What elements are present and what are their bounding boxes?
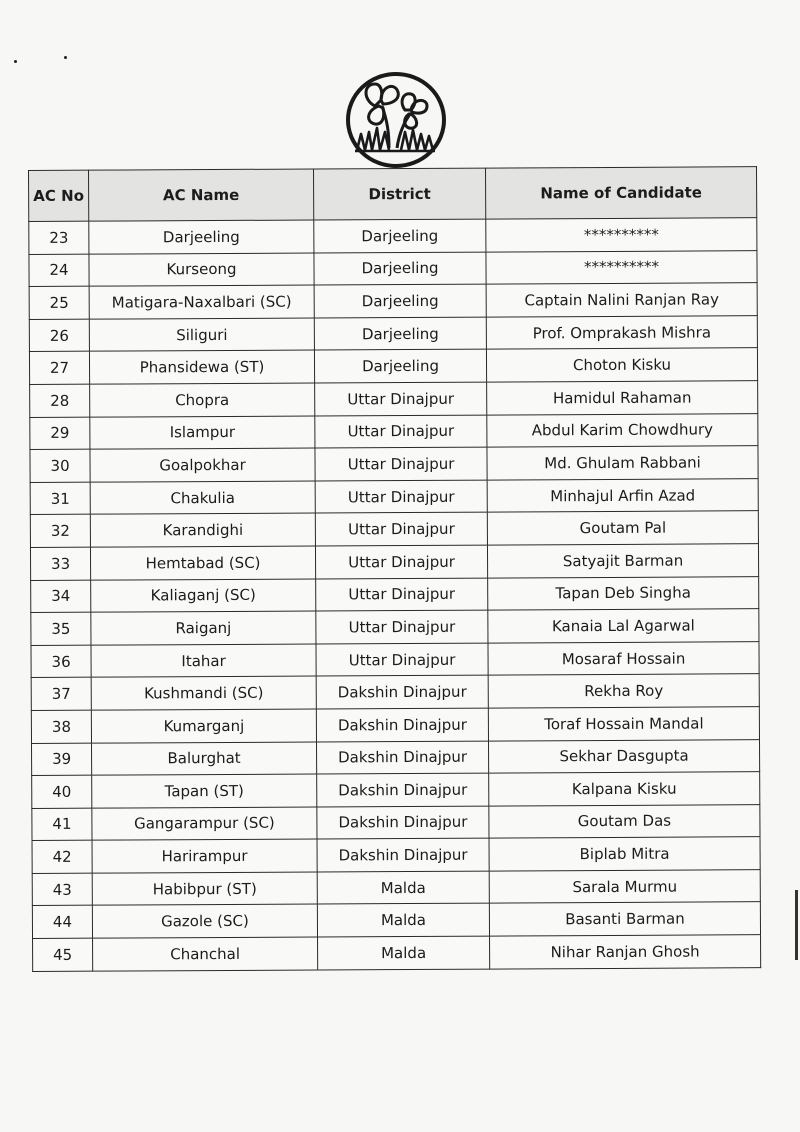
cell-ac-no: 42 bbox=[32, 840, 92, 873]
cell-candidate: Choton Kisku bbox=[486, 348, 757, 382]
cell-ac-name: Kumarganj bbox=[91, 709, 316, 743]
cell-candidate: Minhajul Arfin Azad bbox=[487, 478, 758, 512]
table-row bbox=[31, 609, 759, 645]
cell-district: Uttar Dinajpur bbox=[316, 578, 488, 611]
cell-candidate: Biplab Mitra bbox=[489, 837, 760, 871]
cell-candidate: Kalpana Kisku bbox=[489, 772, 760, 806]
candidate-table bbox=[28, 166, 760, 971]
party-logo-icon bbox=[345, 70, 447, 170]
table-row bbox=[31, 707, 759, 743]
cell-ac-no: 29 bbox=[30, 417, 90, 450]
cell-ac-no: 41 bbox=[32, 808, 92, 841]
cell-candidate: Abdul Karim Chowdhury bbox=[487, 413, 758, 447]
cell-ac-name: Harirampur bbox=[92, 839, 317, 873]
cell-ac-no: 24 bbox=[29, 254, 89, 287]
cell-district: Darjeeling bbox=[314, 349, 486, 382]
cell-candidate: Toraf Hossain Mandal bbox=[488, 707, 759, 741]
cell-district: Uttar Dinajpur bbox=[316, 610, 488, 643]
cell-ac-name: Itahar bbox=[91, 644, 316, 678]
cell-ac-no: 33 bbox=[30, 547, 90, 580]
cell-candidate: Hamidul Rahaman bbox=[487, 381, 758, 415]
cell-ac-name: Tapan (ST) bbox=[92, 774, 317, 808]
table-row bbox=[31, 576, 759, 612]
table-row bbox=[32, 870, 760, 906]
cell-candidate: Basanti Barman bbox=[489, 902, 760, 936]
cell-ac-no: 32 bbox=[30, 515, 90, 548]
cell-district: Darjeeling bbox=[314, 317, 486, 350]
cell-ac-no: 45 bbox=[33, 938, 93, 971]
cell-candidate: Goutam Pal bbox=[487, 511, 758, 545]
cell-district: Darjeeling bbox=[314, 252, 486, 285]
cell-ac-no: 44 bbox=[32, 906, 92, 939]
cell-district: Uttar Dinajpur bbox=[316, 643, 488, 676]
cell-district: Uttar Dinajpur bbox=[315, 512, 487, 545]
table-header-row bbox=[29, 167, 757, 222]
table-row bbox=[30, 413, 758, 449]
cell-candidate: Satyajit Barman bbox=[487, 544, 758, 578]
cell-ac-name: Siliguri bbox=[89, 318, 314, 352]
table-row bbox=[29, 348, 757, 384]
table-row bbox=[30, 381, 758, 417]
cell-candidate: ********** bbox=[486, 250, 757, 284]
cell-district: Dakshin Dinajpur bbox=[316, 708, 488, 741]
table-row bbox=[30, 544, 758, 580]
cell-ac-no: 31 bbox=[30, 482, 90, 515]
cell-district: Dakshin Dinajpur bbox=[316, 675, 488, 708]
scan-edge-mark bbox=[795, 890, 798, 960]
table-row bbox=[33, 935, 761, 971]
cell-ac-name: Islampur bbox=[90, 416, 315, 450]
cell-district: Dakshin Dinajpur bbox=[317, 806, 489, 839]
cell-ac-no: 25 bbox=[29, 286, 89, 319]
table-row bbox=[32, 804, 760, 840]
cell-candidate: Goutam Das bbox=[489, 804, 760, 838]
scan-speck bbox=[14, 60, 17, 63]
cell-candidate: Mosaraf Hossain bbox=[488, 641, 759, 675]
table-row bbox=[30, 478, 758, 514]
cell-ac-name: Balurghat bbox=[91, 741, 316, 775]
cell-candidate: Sarala Murmu bbox=[489, 870, 760, 904]
cell-district: Dakshin Dinajpur bbox=[317, 838, 489, 871]
table-row bbox=[30, 511, 758, 547]
cell-ac-no: 30 bbox=[30, 449, 90, 482]
cell-district: Malda bbox=[317, 904, 489, 937]
cell-district: Uttar Dinajpur bbox=[315, 447, 487, 480]
cell-district: Uttar Dinajpur bbox=[315, 480, 487, 513]
cell-ac-name: Darjeeling bbox=[89, 220, 314, 254]
cell-district: Uttar Dinajpur bbox=[315, 545, 487, 578]
cell-ac-no: 23 bbox=[29, 221, 89, 254]
cell-district: Uttar Dinajpur bbox=[315, 415, 487, 448]
table-row bbox=[29, 283, 757, 319]
cell-ac-name: Phansidewa (ST) bbox=[89, 350, 314, 384]
cell-ac-name: Karandighi bbox=[90, 513, 315, 547]
cell-district: Darjeeling bbox=[314, 284, 486, 317]
table-row bbox=[31, 641, 759, 677]
cell-ac-no: 36 bbox=[31, 645, 91, 678]
header-candidate: Name of Candidate bbox=[485, 167, 756, 219]
cell-ac-name: Matigara-Naxalbari (SC) bbox=[89, 285, 314, 319]
cell-ac-no: 35 bbox=[31, 612, 91, 645]
cell-ac-no: 28 bbox=[30, 384, 90, 417]
cell-ac-no: 37 bbox=[31, 677, 91, 710]
scan-speck bbox=[64, 56, 67, 59]
cell-candidate: Tapan Deb Singha bbox=[488, 576, 759, 610]
cell-ac-no: 40 bbox=[32, 775, 92, 808]
cell-ac-name: Hemtabad (SC) bbox=[90, 546, 315, 580]
cell-ac-name: Gazole (SC) bbox=[92, 904, 317, 938]
header-ac-name: AC Name bbox=[89, 169, 314, 221]
cell-ac-name: Chanchal bbox=[93, 937, 318, 971]
cell-ac-name: Chakulia bbox=[90, 481, 315, 515]
table-row bbox=[32, 902, 760, 938]
cell-ac-name: Chopra bbox=[90, 383, 315, 417]
cell-ac-name: Habibpur (ST) bbox=[92, 872, 317, 906]
cell-ac-no: 43 bbox=[32, 873, 92, 906]
table-row bbox=[29, 250, 757, 286]
cell-ac-no: 38 bbox=[31, 710, 91, 743]
table-row bbox=[31, 674, 759, 710]
table-row bbox=[32, 739, 760, 775]
cell-ac-name: Raiganj bbox=[91, 611, 316, 645]
table-row bbox=[32, 772, 760, 808]
cell-ac-no: 39 bbox=[32, 743, 92, 776]
cell-candidate: Nihar Ranjan Ghosh bbox=[490, 935, 761, 969]
cell-candidate: Sekhar Dasgupta bbox=[488, 739, 759, 773]
cell-candidate: Prof. Omprakash Mishra bbox=[486, 315, 757, 349]
cell-ac-no: 27 bbox=[29, 352, 89, 385]
cell-district: Dakshin Dinajpur bbox=[316, 741, 488, 774]
cell-ac-name: Kaliaganj (SC) bbox=[91, 579, 316, 613]
cell-ac-no: 26 bbox=[29, 319, 89, 352]
cell-candidate: Md. Ghulam Rabbani bbox=[487, 446, 758, 480]
cell-candidate: Kanaia Lal Agarwal bbox=[488, 609, 759, 643]
cell-candidate: Rekha Roy bbox=[488, 674, 759, 708]
cell-ac-no: 34 bbox=[31, 580, 91, 613]
table-row bbox=[29, 315, 757, 351]
table-row bbox=[30, 446, 758, 482]
table-row bbox=[29, 218, 757, 254]
cell-district: Malda bbox=[317, 871, 489, 904]
cell-district: Darjeeling bbox=[314, 219, 486, 252]
table-row bbox=[32, 837, 760, 873]
header-district: District bbox=[313, 168, 485, 220]
cell-candidate: ********** bbox=[486, 218, 757, 252]
cell-district: Dakshin Dinajpur bbox=[317, 773, 489, 806]
cell-district: Uttar Dinajpur bbox=[315, 382, 487, 415]
header-ac-no: AC No bbox=[29, 170, 89, 221]
cell-ac-name: Kushmandi (SC) bbox=[91, 676, 316, 710]
cell-ac-name: Goalpokhar bbox=[90, 448, 315, 482]
cell-ac-name: Gangarampur (SC) bbox=[92, 807, 317, 841]
cell-district: Malda bbox=[318, 936, 490, 969]
cell-candidate: Captain Nalini Ranjan Ray bbox=[486, 283, 757, 317]
cell-ac-name: Kurseong bbox=[89, 253, 314, 287]
